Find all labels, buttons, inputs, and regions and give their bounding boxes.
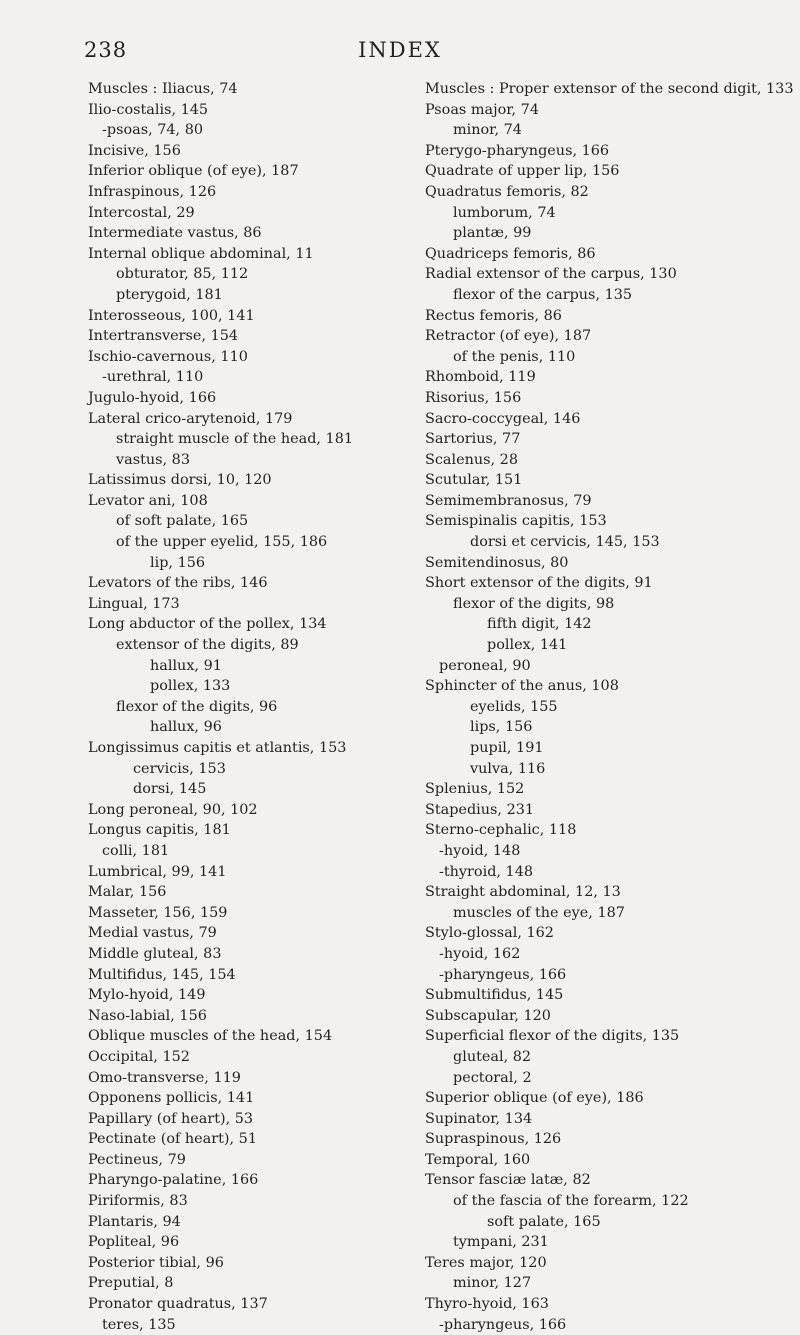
index-entry: Interosseous, 100, 141 bbox=[88, 307, 255, 324]
index-entry: Quadratus femoris, 82 bbox=[425, 183, 589, 200]
index-entry: flexor of the digits, 96 bbox=[116, 698, 278, 715]
index-entry: Oblique muscles of the head, 154 bbox=[88, 1028, 333, 1045]
index-entry: Superior oblique (of eye), 186 bbox=[425, 1090, 644, 1107]
index-entry: Plantaris, 94 bbox=[88, 1213, 181, 1230]
page-number: 238 bbox=[84, 38, 128, 62]
index-entry: soft palate, 165 bbox=[487, 1213, 601, 1230]
index-entry: colli, 181 bbox=[102, 842, 170, 859]
index-entry: Popliteal, 96 bbox=[88, 1234, 180, 1251]
index-entry: Sphincter of the anus, 108 bbox=[425, 678, 619, 695]
index-entry: pupil, 191 bbox=[470, 740, 544, 756]
index-entry: Ischio-cavernous, 110 bbox=[88, 348, 248, 365]
index-entry: Tensor fasciæ latæ, 82 bbox=[425, 1172, 591, 1189]
index-entry: Papillary (of heart), 53 bbox=[88, 1110, 254, 1127]
index-entry: Intercostal, 29 bbox=[88, 204, 195, 221]
index-entry: lumborum, 74 bbox=[453, 204, 556, 221]
index-entry: Semitendinosus, 80 bbox=[425, 554, 569, 571]
index-entry: Radial extensor of the carpus, 130 bbox=[425, 266, 677, 283]
index-entry: Quadriceps femoris, 86 bbox=[425, 245, 596, 262]
index-entry: muscles of the eye, 187 bbox=[453, 904, 625, 921]
index-entry: -urethral, 110 bbox=[102, 369, 204, 386]
index-entry: Supraspinous, 126 bbox=[425, 1131, 562, 1148]
index-entry: minor, 74 bbox=[453, 122, 522, 139]
index-entry: teres, 135 bbox=[102, 1316, 176, 1333]
index-entry: vastus, 83 bbox=[116, 451, 190, 468]
index-entry: hallux, 96 bbox=[150, 719, 222, 736]
index-entry: Jugulo-hyoid, 166 bbox=[88, 389, 217, 406]
index-entry: cervicis, 153 bbox=[133, 760, 226, 777]
index-entry: Malar, 156 bbox=[88, 884, 167, 901]
index-entry: straight muscle of the head, 181 bbox=[116, 431, 354, 448]
index-entry: Preputial, 8 bbox=[88, 1275, 174, 1292]
index-entry: Psoas major, 74 bbox=[425, 101, 539, 118]
index-entry: Levators of the ribs, 146 bbox=[88, 575, 268, 592]
index-entry: flexor of the digits, 98 bbox=[453, 595, 615, 612]
index-entry: Longissimus capitis et atlantis, 153 bbox=[88, 740, 347, 756]
index-entry: dorsi et cervicis, 145, 153 bbox=[470, 534, 660, 551]
index-entry: Short extensor of the digits, 91 bbox=[425, 575, 653, 592]
index-entry: Sacro-coccygeal, 146 bbox=[425, 410, 581, 427]
index-entry: obturator, 85, 112 bbox=[116, 266, 249, 283]
index-entry: Lumbrical, 99, 141 bbox=[88, 863, 227, 880]
index-entry: of the penis, 110 bbox=[453, 348, 576, 365]
index-entry: Teres major, 120 bbox=[425, 1254, 547, 1271]
index-entry: Intermediate vastus, 86 bbox=[88, 225, 262, 242]
index-entry: Stylo-glossal, 162 bbox=[425, 925, 554, 942]
right-index-column bbox=[425, 79, 794, 1335]
index-entry: pollex, 141 bbox=[487, 637, 568, 654]
index-entry: Posterior tibial, 96 bbox=[88, 1254, 224, 1271]
index-entry: Semispinalis capitis, 153 bbox=[425, 513, 607, 530]
index-entry: Submultifidus, 145 bbox=[425, 987, 564, 1004]
index-entry: gluteal, 82 bbox=[453, 1048, 532, 1065]
index-entry: Occipital, 152 bbox=[88, 1048, 190, 1065]
index-entry: flexor of the carpus, 135 bbox=[453, 286, 633, 303]
index-entry: Middle gluteal, 83 bbox=[88, 945, 222, 962]
index-entry: -thyroid, 148 bbox=[439, 863, 534, 880]
index-entry: Long peroneal, 90, 102 bbox=[88, 801, 258, 818]
index-entry: of the fascia of the forearm, 122 bbox=[453, 1193, 689, 1210]
index-entry: Rhomboid, 119 bbox=[425, 369, 536, 386]
index-entry: eyelids, 155 bbox=[470, 698, 558, 715]
index-entry: peroneal, 90 bbox=[439, 657, 531, 674]
index-entry: Levator ani, 108 bbox=[88, 492, 208, 509]
index-entry: Scutular, 151 bbox=[425, 472, 523, 489]
index-entry: Pterygo-pharyngeus, 166 bbox=[425, 142, 610, 159]
index-entry: Long abductor of the pollex, 134 bbox=[88, 616, 327, 633]
index-entry: Intertransverse, 154 bbox=[88, 328, 239, 345]
index-entry: pollex, 133 bbox=[150, 678, 231, 695]
index-entry: Supinator, 134 bbox=[425, 1110, 533, 1127]
index-entry: Quadrate of upper lip, 156 bbox=[425, 163, 620, 180]
index-entry: -psoas, 74, 80 bbox=[102, 122, 204, 139]
running-head: INDEX bbox=[358, 38, 442, 62]
index-entry: Pharyngo-palatine, 166 bbox=[88, 1172, 259, 1189]
index-entry: Pectineus, 79 bbox=[88, 1151, 186, 1168]
index-entry: vulva, 116 bbox=[470, 760, 546, 777]
index-entry: -hyoid, 162 bbox=[439, 945, 521, 962]
index-entry: of soft palate, 165 bbox=[116, 513, 249, 530]
index-entry: Thyro-hyoid, 163 bbox=[425, 1296, 549, 1313]
index-entry: minor, 127 bbox=[453, 1275, 532, 1292]
index-entry: pectoral, 2 bbox=[453, 1069, 532, 1086]
index-entry: Latissimus dorsi, 10, 120 bbox=[88, 472, 272, 489]
index-entry: lips, 156 bbox=[470, 719, 533, 736]
index-entry: Scalenus, 28 bbox=[425, 451, 518, 468]
index-entry: Longus capitis, 181 bbox=[88, 822, 231, 839]
index-entry: Splenius, 152 bbox=[425, 781, 525, 798]
index-entry: Inferior oblique (of eye), 187 bbox=[88, 163, 299, 180]
index-entry: Sartorius, 77 bbox=[425, 431, 521, 448]
index-entry: fifth digit, 142 bbox=[487, 616, 592, 633]
index-entry: Temporal, 160 bbox=[425, 1151, 531, 1168]
index-entry: Semimembranosus, 79 bbox=[425, 492, 592, 509]
index-entry: plantæ, 99 bbox=[453, 225, 532, 242]
index-entry: pterygoid, 181 bbox=[116, 286, 223, 303]
index-entry: Multifidus, 145, 154 bbox=[88, 966, 236, 983]
index-entry: Infraspinous, 126 bbox=[88, 183, 217, 200]
index-entry: Subscapular, 120 bbox=[425, 1007, 551, 1024]
index-entry: Straight abdominal, 12, 13 bbox=[425, 884, 621, 901]
index-entry: dorsi, 145 bbox=[133, 781, 207, 798]
index-entry: hallux, 91 bbox=[150, 657, 222, 674]
index-entry: extensor of the digits, 89 bbox=[116, 637, 299, 654]
index-entry: tympani, 231 bbox=[453, 1234, 549, 1251]
index-entry: Stapedius, 231 bbox=[425, 801, 535, 818]
index-entry: Lingual, 173 bbox=[88, 595, 180, 612]
index-entry: Internal oblique abdominal, 11 bbox=[88, 245, 314, 262]
index-entry: Opponens pollicis, 141 bbox=[88, 1090, 255, 1107]
index-entry: lip, 156 bbox=[150, 554, 206, 571]
index-entry: of the upper eyelid, 155, 186 bbox=[116, 534, 328, 551]
index-entry: -pharyngeus, 166 bbox=[439, 1316, 567, 1333]
index-entry: Superficial flexor of the digits, 135 bbox=[425, 1028, 680, 1045]
left-index-column bbox=[88, 79, 418, 1335]
index-entry: Muscles : Iliacus, 74 bbox=[88, 81, 238, 97]
index-entry: Mylo-hyoid, 149 bbox=[88, 987, 206, 1004]
index-entry: Rectus femoris, 86 bbox=[425, 307, 562, 324]
index-entry: Pectinate (of heart), 51 bbox=[88, 1131, 257, 1148]
index-entry: Naso-labial, 156 bbox=[88, 1007, 207, 1024]
index-entry: Incisive, 156 bbox=[88, 142, 181, 159]
index-entry: Masseter, 156, 159 bbox=[88, 904, 228, 921]
index-entry: Piriformis, 83 bbox=[88, 1193, 188, 1210]
index-entry: Muscles : Proper extensor of the second digit, 133 bbox=[425, 81, 794, 97]
index-entry: Omo-transverse, 119 bbox=[88, 1069, 241, 1086]
index-entry: Medial vastus, 79 bbox=[88, 925, 217, 942]
index-entry: Lateral crico-arytenoid, 179 bbox=[88, 410, 293, 427]
index-entry: -pharyngeus, 166 bbox=[439, 966, 567, 983]
index-entry: Pronator quadratus, 137 bbox=[88, 1296, 268, 1313]
index-entry: Risorius, 156 bbox=[425, 389, 522, 406]
index-entry: Ilio-costalis, 145 bbox=[88, 101, 209, 118]
index-entry: Sterno-cephalic, 118 bbox=[425, 822, 577, 839]
index-entry: Retractor (of eye), 187 bbox=[425, 328, 592, 345]
index-entry: -hyoid, 148 bbox=[439, 842, 521, 859]
